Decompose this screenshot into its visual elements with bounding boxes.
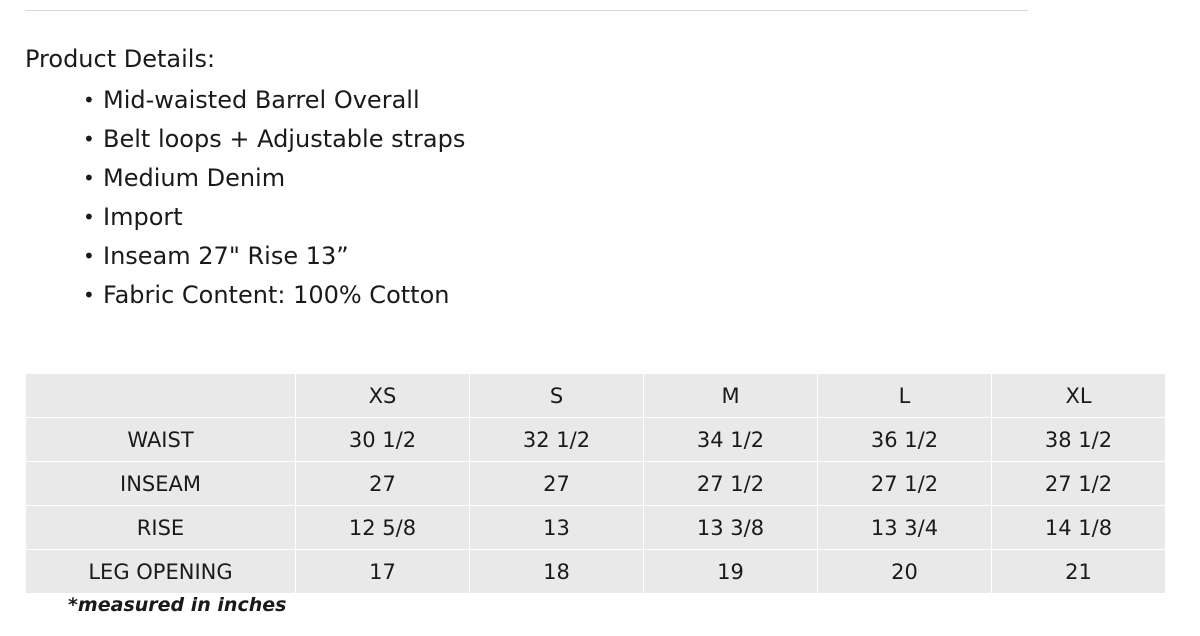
cell-leg-opening-xs: 17 [296,550,470,594]
cell-leg-opening-m: 19 [644,550,818,594]
table-corner-cell [26,374,296,418]
product-details-heading: Product Details: [25,45,216,73]
cell-leg-opening-xl: 21 [992,550,1166,594]
table-header-row [26,374,1166,418]
column-header-xs: XS [296,374,470,418]
row-label-waist: WAIST [26,418,296,462]
cell-inseam-xs: 27 [296,462,470,506]
cell-rise-m: 13 3/8 [644,506,818,550]
table-row [26,418,1166,462]
cell-rise-s: 13 [470,506,644,550]
row-label-leg-opening: LEG OPENING [26,550,296,594]
cell-waist-s: 32 1/2 [470,418,644,462]
column-header-l: L [818,374,992,418]
cell-waist-l: 36 1/2 [818,418,992,462]
list-item: • Import [25,198,1025,237]
product-details-section [25,42,1025,315]
list-item: • Medium Denim [25,159,1025,198]
size-chart-table [25,373,1166,594]
column-header-m: M [644,374,818,418]
cell-inseam-l: 27 1/2 [818,462,992,506]
cell-leg-opening-s: 18 [470,550,644,594]
cell-rise-xs: 12 5/8 [296,506,470,550]
top-divider [25,10,1028,11]
cell-rise-xl: 14 1/8 [992,506,1166,550]
cell-waist-m: 34 1/2 [644,418,818,462]
cell-leg-opening-l: 20 [818,550,992,594]
measurement-note: *measured in inches [68,594,287,616]
cell-waist-xl: 38 1/2 [992,418,1166,462]
cell-inseam-xl: 27 1/2 [992,462,1166,506]
row-label-inseam: INSEAM [26,462,296,506]
row-label-rise: RISE [26,506,296,550]
table-row [26,462,1166,506]
list-item: • Inseam 27" Rise 13” [25,237,1025,276]
product-details-list [25,81,1025,315]
size-chart-section [25,373,1165,594]
cell-rise-l: 13 3/4 [818,506,992,550]
list-item: • Fabric Content: 100% Cotton [25,276,1025,315]
cell-waist-xs: 30 1/2 [296,418,470,462]
list-item: • Mid-waisted Barrel Overall [25,81,1025,120]
column-header-s: S [470,374,644,418]
cell-inseam-s: 27 [470,462,644,506]
table-row [26,506,1166,550]
cell-inseam-m: 27 1/2 [644,462,818,506]
list-item: • Belt loops + Adjustable straps [25,120,1025,159]
table-row [26,550,1166,594]
column-header-xl: XL [992,374,1166,418]
